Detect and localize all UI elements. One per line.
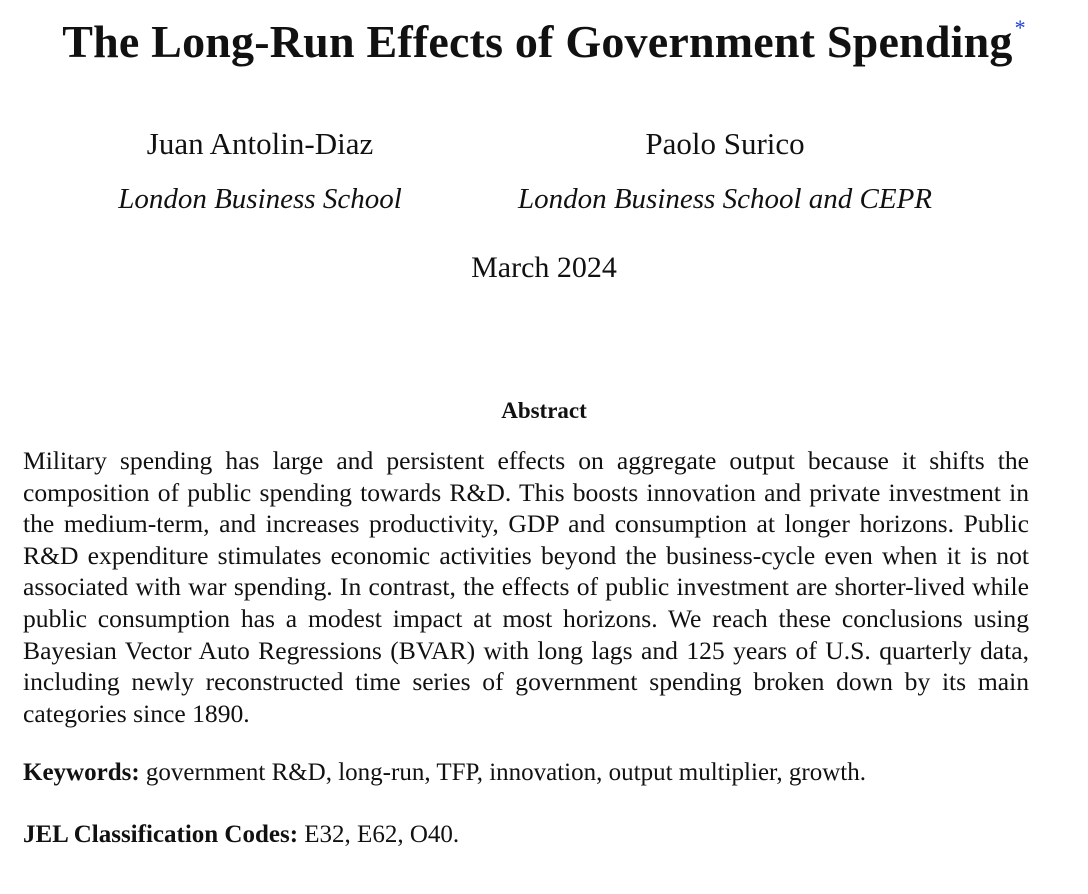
keywords-value: government R&D, long-run, TFP, innovation, output multiplier, growth. (145, 759, 866, 786)
publication-date: March 2024 (471, 251, 617, 284)
jel-codes-line (23, 819, 1053, 851)
author-affiliation: London Business School (118, 183, 402, 215)
paper-title (0, 14, 1088, 70)
title-footnote-link[interactable]: * (1014, 14, 1026, 40)
abstract-heading: Abstract (501, 398, 587, 423)
jel-codes-label: JEL Classification Codes: (23, 821, 299, 848)
jel-codes-value: E32, E62, O40. (304, 821, 460, 848)
author-name: Paolo Surico (645, 126, 805, 161)
author-name: Juan Antolin-Diaz (146, 126, 374, 161)
author-block-1 (90, 124, 430, 219)
paper-title-text: The Long-Run Effects of Government Spending (62, 16, 1013, 67)
abstract-text: Military spending has large and persistent effects on aggregate output because it shifts the composition of public spending towards R&D. This boosts innovation and private investment in the medium-term, and increases productivity, GDP and consumption at longer horizons. Public R&D expenditure stimulates economic activities beyond the business-cycle even when it is not associated with war spending. In contrast, the effects of public investment are shorter-lived while public consumption has a modest impact at most horizons. We reach these conclusions using Bayesian Vector Auto Regressions (BVAR) with long lags and 125 years of U.S. quarterly data, including newly reconstructed time series of government spending broken down by its main categories since 1890. (23, 446, 1029, 728)
keywords-label: Keywords: (23, 759, 140, 786)
author-affiliation: London Business School and CEPR (517, 183, 933, 215)
author-block-2 (480, 124, 970, 219)
keywords-line (23, 757, 1053, 789)
